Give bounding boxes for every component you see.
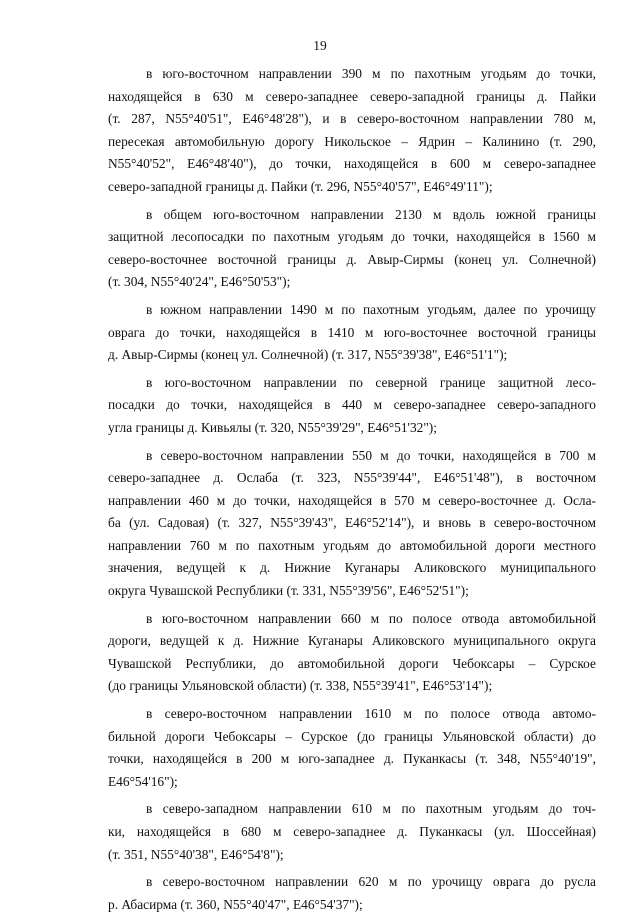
- paragraph: [108, 871, 596, 916]
- paragraph: [108, 608, 596, 698]
- text-line: в северо-восточном направлении 620 м по урочищу оврага до русла: [146, 874, 596, 890]
- paragraph: [108, 299, 596, 367]
- text-line: Чувашской Республики, до автомобильной дороги Чебоксары – Сурское: [108, 655, 596, 671]
- text-line: в северо-западном направлении 610 м по пахотным угодьям до точ-: [146, 801, 596, 817]
- paragraph: [108, 703, 596, 793]
- text-line: находящейся в 630 м северо-западнее северо-западной границы д. Пайки: [108, 88, 596, 104]
- text-line: в юго-восточном направлении 660 м по полосе отвода автомобильной: [146, 610, 596, 626]
- text-line: оврага до точки, находящейся в 1410 м юго-восточнее восточной границы: [108, 324, 596, 340]
- page-number: 19: [313, 38, 327, 53]
- text-line: пересекая автомобильную дорогу Никольское – Ядрин – Калинино (т. 290,: [108, 133, 596, 149]
- text-line: дороги, ведущей к д. Нижние Куганары Аликовского муниципального округа: [108, 633, 596, 649]
- text-line: в южном направлении 1490 м по пахотным угодьям, далее по урочищу: [146, 301, 596, 317]
- text-line: северо-восточнее восточной границы д. Авыр-Сирмы (конец ул. Солнечной): [108, 251, 596, 267]
- text-line: ки, находящейся в 680 м северо-западнее д. Пуканкасы (ул. Шоссейная): [108, 824, 596, 839]
- text-line: угла границы д. Кивьялы (т. 320, N55°39'29", E46°51'32");: [108, 419, 437, 435]
- text-line: ба (ул. Садовая) (т. 327, N55°39'43", E46°52'14"), и вновь в северо-восточном: [108, 515, 596, 531]
- text-line: в северо-восточном направлении 550 м до точки, находящейся в 700 м: [146, 447, 596, 463]
- paragraph: [108, 204, 596, 294]
- text-line: точки, находящейся в 200 м юго-западнее д. Пуканкасы (т. 348, N55°40'19",: [108, 751, 596, 767]
- text-line: (т. 351, N55°40'38", E46°54'8");: [108, 846, 284, 862]
- paragraph: [108, 798, 596, 866]
- text-line: значения, ведущей к д. Нижние Куганары Аликовского муниципального: [108, 560, 596, 576]
- text-line: северо-западнее д. Ослаба (т. 323, N55°39'44", E46°51'48"), в восточном: [108, 470, 596, 486]
- text-line: защитной лесопосадки по пахотным угодьям до точки, находящейся в 1560 м: [108, 229, 596, 245]
- text-line: северо-западной границы д. Пайки (т. 296, N55°40'57", E46°49'11");: [108, 178, 493, 194]
- text-line: в юго-восточном направлении по северной границе защитной лесо-: [146, 374, 596, 390]
- document-body: [108, 63, 596, 921]
- text-line: (т. 304, N55°40'24", E46°50'53");: [108, 274, 291, 290]
- text-line: N55°40'52", E46°48'40"), до точки, находящейся в 600 м северо-западнее: [108, 156, 596, 172]
- paragraph: [108, 63, 596, 199]
- paragraph: [108, 372, 596, 440]
- text-line: д. Авыр-Сирмы (конец ул. Солнечной) (т. 317, N55°39'38", E46°51'1");: [108, 347, 508, 363]
- text-line: (т. 287, N55°40'51", E46°48'28"), и в северо-восточном направлении 780 м,: [108, 111, 596, 127]
- text-line: направлении 460 м до точки, находящейся в 570 м северо-восточнее д. Осла-: [108, 492, 596, 508]
- text-line: в юго-восточном направлении 390 м по пахотным угодьям до точки,: [146, 66, 596, 81]
- text-line: E46°54'16");: [108, 773, 178, 789]
- text-line: в северо-восточном направлении 1610 м по полосе отвода автомо-: [146, 706, 596, 722]
- text-line: направлении 760 м по пахотным угодьям до автомобильной дороги местного: [108, 537, 596, 553]
- paragraph: [108, 445, 596, 603]
- text-line: (до границы Ульяновской области) (т. 338, N55°39'41", E46°53'14");: [108, 678, 493, 694]
- text-line: р. Абасирма (т. 360, N55°40'47", E46°54'37");: [108, 896, 363, 912]
- text-line: посадки до точки, находящейся в 440 м северо-западнее северо-западного: [108, 397, 596, 413]
- text-line: бильной дороги Чебоксары – Сурское (до границы Ульяновской области) до: [108, 728, 596, 744]
- text-line: округа Чувашской Республики (т. 331, N55°39'56", E46°52'51");: [108, 583, 469, 599]
- text-line: в общем юго-восточном направлении 2130 м вдоль южной границы: [146, 206, 596, 222]
